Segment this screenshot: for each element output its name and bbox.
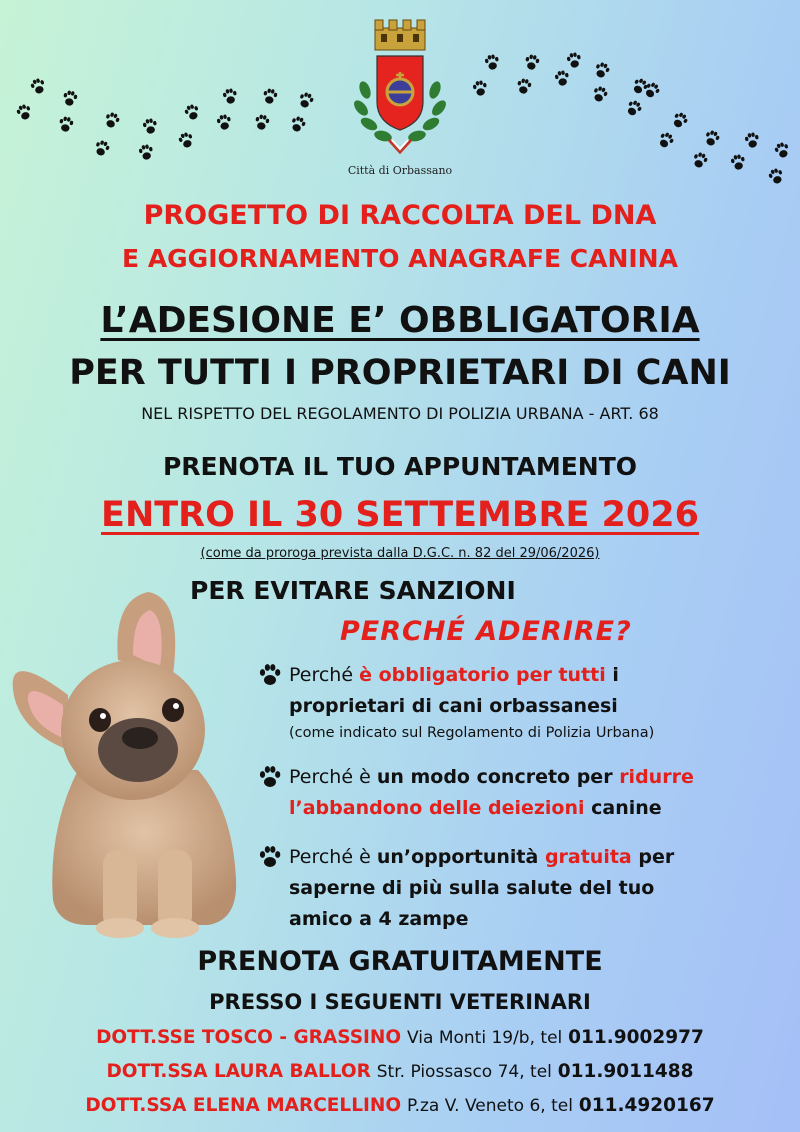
vet-entry-1 [0,1027,800,1048]
avoid-sanctions: PER EVITARE SANZIONI [190,576,516,605]
vet-entry-3 [0,1095,800,1116]
vet-name: DOTT.SSA LAURA BALLOR [106,1061,371,1082]
booking-subtitle: PRESSO I SEGUENTI VETERINARI [209,990,591,1014]
french-bulldog-image [8,580,258,950]
paw-icon [258,765,282,789]
regulation-note: NEL RISPETTO DEL REGOLAMENTO DI POLIZIA URBANA - ART. 68 [141,404,659,423]
paw-icon [258,845,282,869]
reason-note: (come indicato sul Regolamento di Polizia Urbana) [289,725,655,741]
extension-note: (come da proroga prevista dalla D.G.C. n. 82 del 29/06/2026) [200,546,600,561]
deadline: ENTRO IL 30 SETTEMBRE 2026 [101,495,699,535]
vet-phone: 011.9002977 [568,1027,704,1048]
reason-item-3 [258,842,798,935]
mandatory-title: L’ADESIONE E’ OBBLIGATORIA [100,300,700,341]
paw-icon [258,663,282,687]
why-title: PERCHÉ ADERIRE? [340,616,632,647]
booking-title: PRENOTA GRATUITAMENTE [197,946,603,977]
reason-item-2 [258,762,798,824]
vet-name: DOTT.SSE TOSCO - GRASSINO [96,1027,402,1048]
vet-address: P.za V. Veneto 6, tel [406,1096,573,1116]
headline-line1: PROGETTO DI RACCOLTA DEL DNA [143,200,657,231]
reason-item-1 [258,660,798,744]
vet-address: Str. Piossasco 74, tel [376,1062,552,1082]
vet-name: DOTT.SSA ELENA MARCELLINO [85,1095,402,1116]
headline-line2: E AGGIORNAMENTO ANAGRAFE CANINA [122,244,678,273]
orbassano-crest-icon [345,12,455,162]
reason-text: Perché è obbligatorio per tutti i proprietari di cani orbassanesi [289,664,619,717]
booking-call: PRENOTA IL TUO APPUNTAMENTO [162,452,638,481]
vet-phone: 011.9011488 [557,1061,694,1082]
vet-phone: 011.4920167 [578,1095,715,1116]
reason-text: Perché è un modo concreto per ridurre l’abbandono delle deiezioni canine [289,766,694,819]
reason-text: Perché è un’opportunità gratuita per saperne di più sulla salute del tuo amico a 4 zampe [289,846,675,930]
vet-address: Via Monti 19/b, tel [407,1028,563,1048]
city-name: Città di Orbassano [347,164,453,177]
owners-title: PER TUTTI I PROPRIETARI DI CANI [69,353,731,393]
vet-entry-2 [0,1061,800,1082]
